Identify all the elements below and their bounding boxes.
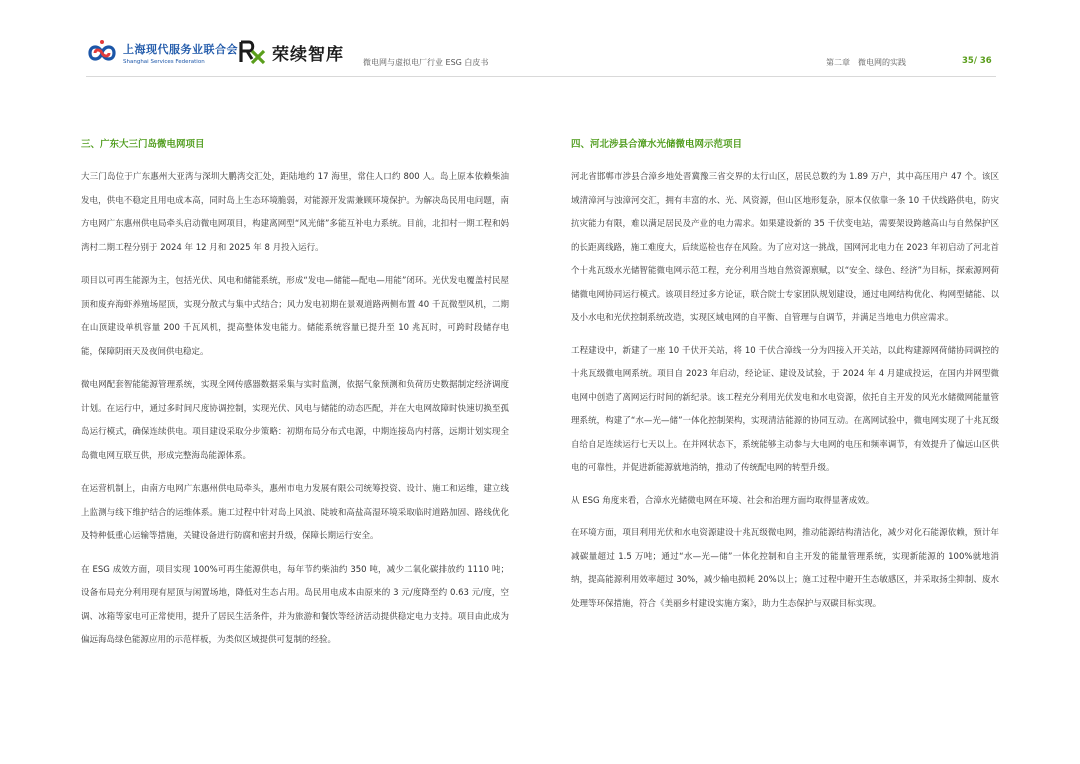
federation-logo-icon	[86, 38, 118, 68]
header-divider	[86, 76, 996, 77]
section-title-hebei: 四、河北涉县合漳水光储微电网示范项目	[571, 139, 743, 150]
paragraph: 在 ESG 成效方面，项目实现 100%可再生能源供电，每年节约柴油约 350 吨，减少二氧化碳排放约 1110 吨；设备布局充分利用现有屋顶与闲置场地，降低对生态占用。岛民用电成本由原来的 3 元/度降至约 0.63 元/度，空调、冰箱等家电可正常使用，提升了居民生活条件，并为旅游和餐饮等经济活动提供稳定电力支持。项目由此成为偏远海岛绿色能源应用的示范样板，为类似区域提供可复制的经验。	[81, 564, 509, 645]
page-number: 35/ 36	[962, 56, 992, 66]
brand-logo	[238, 38, 344, 66]
brand-name: 荣续智库	[272, 44, 344, 65]
right-column	[571, 138, 999, 625]
page-header	[0, 0, 1080, 90]
federation-name-cn: 上海现代服务业联合会	[123, 43, 238, 56]
paragraph: 在运营机制上，由南方电网广东惠州供电局牵头，惠州市电力发展有限公司统筹投资、设计、施工和运维，建立线上监测与线下维护结合的运维体系。施工过程中针对岛上风浪、陡坡和高盐高湿环境采取临时道路加固、路线优化及特种低重心运输等措施，关键设备进行防腐和密封升级，保障长期运行安全。	[81, 484, 509, 541]
paragraph: 项目以可再生能源为主，包括光伏、风电和储能系统，形成“发电—储能—配电—用能”闭环。光伏发电覆盖村民屋顶和废弃海虾养殖场屋顶，实现分散式与集中式结合；风力发电初期在景观道路两侧布置 40 千瓦微型风机，二期在山顶建设单机容量 200 千瓦风机，提高整体发电能力。储能系统容量已提升至 10 兆瓦时，可跨时段储存电能，保障阴雨天及夜间供电稳定。	[81, 276, 509, 357]
rx-logo-icon	[238, 39, 266, 65]
paragraph: 工程建设中，新建了一座 10 千伏开关站，将 10 千伏合漳线一分为四接入开关站，以此构建源网荷储协同调控的十兆瓦级微电网系统。项目自 2023 年启动，经论证、建设及试验，于 2024 年 4 月建成投运，在国内并网型微电网中创造了离网运行时间的新纪录。该工程充分利用光伏发电和水电资源，依托自主开发的风光水储微网能量管理系统，构建了“水—光—储”一体化控制架构，实现清洁能源的协同互动。在离网试验中，微电网实现了十兆瓦级自给自足连续运行七天以上。在并网状态下，系统能够主动参与大电网的电压和频率调节，有效提升了偏远山区供电的可靠性，并促进新能源就地消纳，推动了传统配电网的转型升级。	[571, 345, 999, 473]
federation-logo	[86, 38, 238, 68]
document-title: 微电网与虚拟电厂行业 ESG 白皮书	[363, 58, 489, 67]
paragraph: 在环境方面，项目利用光伏和水电资源建设十兆瓦级微电网，推动能源结构清洁化，减少对化石能源依赖，预计年减碳量超过 1.5 万吨；通过“水—光—储”一体化控制和自主开发的能量管理系统，实现新能源的 100%就地消纳，提高能源利用效率超过 30%，减少输电损耗 20%以上；施工过程中避开生态敏感区，并采取扬尘抑制、废水处理等环保措施，符合《美丽乡村建设实施方案》，助力生态保护与双碳目标实现。	[571, 528, 999, 609]
section-title-guangdong: 三、广东大三门岛微电网项目	[81, 139, 205, 150]
paragraph: 河北省邯郸市涉县合漳乡地处晋冀豫三省交界的太行山区，居民总数约为 1.89 万户，其中高压用户 47 个。该区域清漳河与浊漳河交汇，拥有丰富的水、光、风资源，但山区地形复杂，原本仅依靠一条 10 千伏线路供电，防灾抗灾能力有限，难以满足居民及产业的电力需求。如果建设新的 35 千伏变电站，需要架设跨越高山与自然保护区的长距离线路，施工难度大，后续巡检也存在风险。为了应对这一挑战，国网河北电力在 2023 年初启动了河北首个十兆瓦级水光储智能微电网示范工程，充分利用当地自然资源禀赋，以“安全、绿色、经济”为目标，探索源网荷储微电网协同运行模式。该项目经过多方论证，联合院士专家团队规划建设，通过电网结构优化、构网型储能、以及小水电和光伏控制系统改造，实现区域电网的自平衡、自管理与自调节，并满足当地电力供应需求。	[571, 172, 999, 323]
paragraph: 微电网配套智能能源管理系统，实现全网传感器数据采集与实时监测，依据气象预测和负荷历史数据制定经济调度计划。在运行中，通过多时间尺度协调控制，实现光伏、风电与储能的动态匹配，并在大电网故障时快速切换至孤岛运行模式，确保连续供电。项目建设采取分步策略：初期布局分布式电源，中期连接岛内村落，远期计划实现全岛微电网互联互供，形成完整海岛能源体系。	[81, 380, 509, 461]
paragraph: 大三门岛位于广东惠州大亚湾与深圳大鹏湾交汇处，距陆地约 17 海里，常住人口约 800 人。岛上原本依赖柴油发电，供电不稳定且用电成本高，同时岛上生态环境脆弱，对能源开发需兼顾环境保护。为解决岛民用电问题，南方电网广东惠州供电局牵头启动微电网项目，构建离网型“风光储”多能互补电力系统。目前，北扣村一期工程和妈湾村二期工程分别于 2024 年 12 月和 2025 年 8 月投入运行。	[81, 172, 509, 253]
chapter-label: 第二章 微电网的实践	[826, 58, 906, 67]
paragraph: 从 ESG 角度来看，合漳水光储微电网在环境、社会和治理方面均取得显著成效。	[571, 495, 875, 506]
left-column	[81, 138, 509, 663]
federation-name-en: Shanghai Services Federation	[123, 59, 205, 65]
